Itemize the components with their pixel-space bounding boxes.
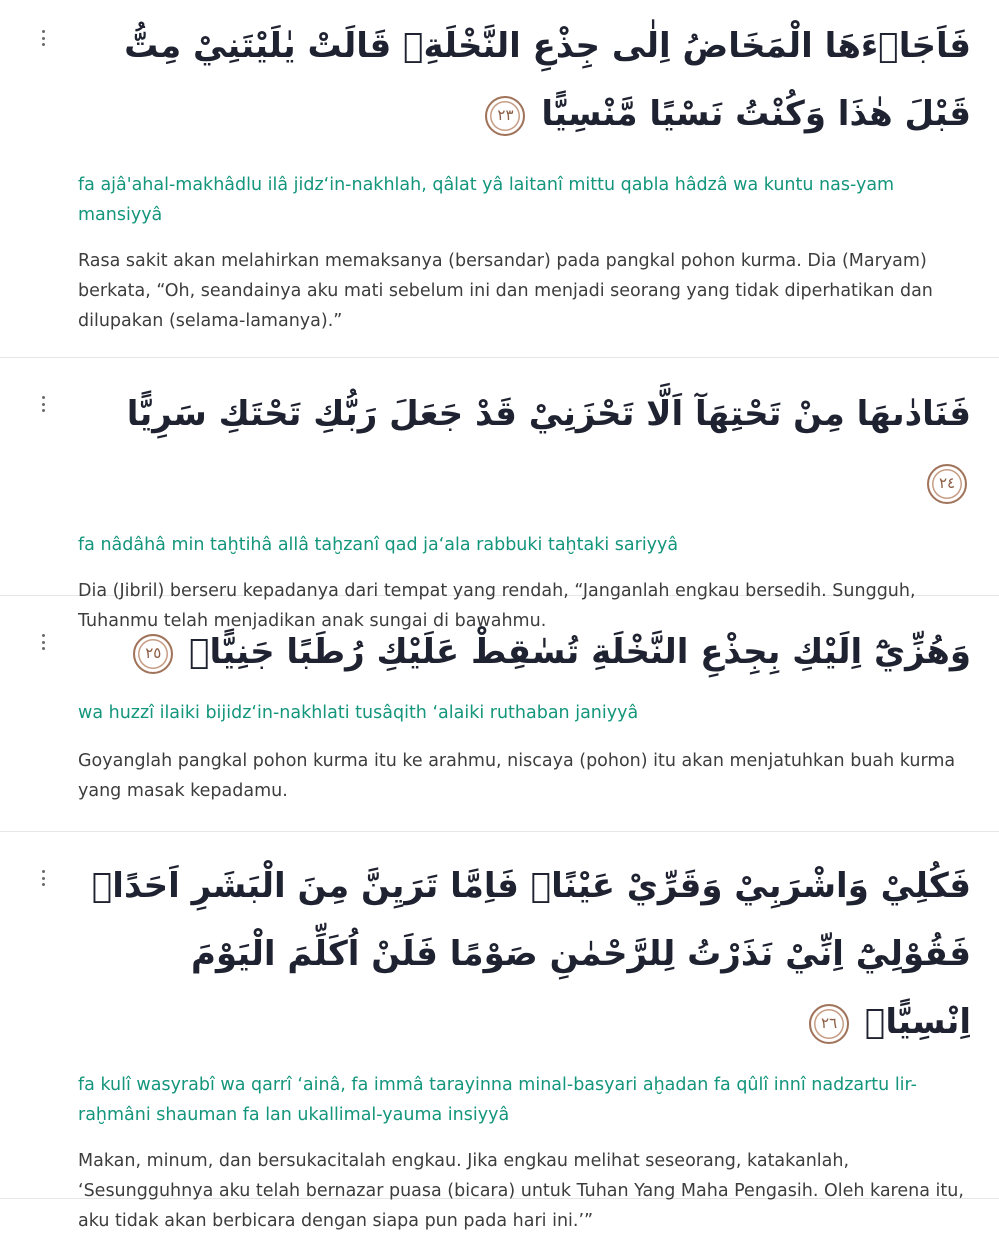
- ayah-number-badge: ٢٥: [133, 634, 173, 674]
- verse-card: [0, 0, 999, 358]
- more-options-icon[interactable]: [36, 868, 50, 888]
- arabic-text: [78, 0, 971, 148]
- more-options-icon[interactable]: [36, 394, 50, 414]
- arabic-verse-text: فَنَادٰىهَا مِنْ تَحْتِهَآ اَلَّا تَحْزَنِيْ قَدْ جَعَلَ رَبُّكِ تَحْتَكِ سَرِيًّا: [126, 394, 971, 434]
- arabic-text: [78, 832, 971, 1056]
- ayah-number-badge: ٢٤: [927, 464, 967, 504]
- translation: Rasa sakit akan melahirkan memaksanya (bersandar) pada pangkal pohon kurma. Dia (Maryam) berkata, “Oh, seandainya aku mati sebelum ini dan menjadi seorang yang tidak diperhatikan dan dilupakan (selama-lamanya).”: [78, 251, 933, 331]
- ayah-number-badge: ٢٣: [485, 96, 525, 136]
- translation: Goyanglah pangkal pohon kurma itu ke arahmu, niscaya (pohon) itu akan menjatuhkan buah kurma yang masak kepadamu.: [78, 751, 956, 801]
- arabic-text: [78, 358, 971, 516]
- translation: Dia (Jibril) berseru kepadanya dari tempat yang rendah, “Janganlah engkau bersedih. Sungguh, Tuhanmu telah menjadikan anak sungai di bawahmu.: [78, 581, 916, 631]
- transliteration: fa nâdâhâ min taḫtihâ allâ taḫzanî qad ja‘ala rabbuki taḫtaki sariyyâ: [78, 535, 679, 555]
- transliteration: fa kulî wasyrabî wa qarrî ‘ainâ, fa immâ tarayinna minal-basyari aḫadan fa qûlî innî nadzartu lir-raḫmâni shauman fa lan ukallimal-yauma insiyyâ: [78, 1075, 917, 1125]
- transliteration: fa ajâ'ahal-makhâdlu ilâ jidz‘in-nakhlah, qâlat yâ laitanî mittu qabla hâdzâ wa kuntu nas-yam mansiyyâ: [78, 175, 895, 225]
- arabic-verse-text: فَاَجَاۤءَهَا الْمَخَاضُ اِلٰى جِذْعِ النَّخْلَةِۚ قَالَتْ يٰلَيْتَنِيْ مِتُّ قَبْلَ هٰذَا وَكُنْتُ نَسْيًا مَّنْسِيًّا: [124, 26, 971, 134]
- ayah-number-badge: ٢٦: [809, 1004, 849, 1044]
- arabic-verse-text: فَكُلِيْ وَاشْرَبِيْ وَقَرِّيْ عَيْنًاۚ فَاِمَّا تَرَيِنَّ مِنَ الْبَشَرِ اَحَدًاۙ فَقُوْلِيْٓ اِنِّيْ نَذَرْتُ لِلرَّحْمٰنِ صَوْمًا فَلَنْ اُكَلِّمَ الْيَوْمَ اِنْسِيًّاۚ: [91, 866, 971, 1042]
- transliteration: wa huzzî ilaiki bijidz‘in-nakhlati tusâqith ‘alaiki ruthaban janiyyâ: [78, 703, 639, 723]
- arabic-verse-text: وَهُزِّيْٓ اِلَيْكِ بِجِذْعِ النَّخْلَةِ تُسٰقِطْ عَلَيْكِ رُطَبًا جَنِيًّاۖ: [189, 632, 971, 672]
- verse-card: [0, 596, 999, 832]
- verse-card: [0, 358, 999, 631]
- more-options-icon[interactable]: [36, 28, 50, 48]
- verse-card: [0, 832, 999, 1231]
- arabic-text: [78, 596, 971, 686]
- more-options-icon[interactable]: [36, 632, 50, 652]
- translation: Makan, minum, dan bersukacitalah engkau. Jika engkau melihat seseorang, katakanlah, ‘Sesungguhnya aku telah bernazar puasa (bicara) untuk Tuhan Yang Maha Pengasih. Oleh karena itu, aku tidak akan berbicara dengan siapa pun pada hari ini.’”: [78, 1151, 964, 1231]
